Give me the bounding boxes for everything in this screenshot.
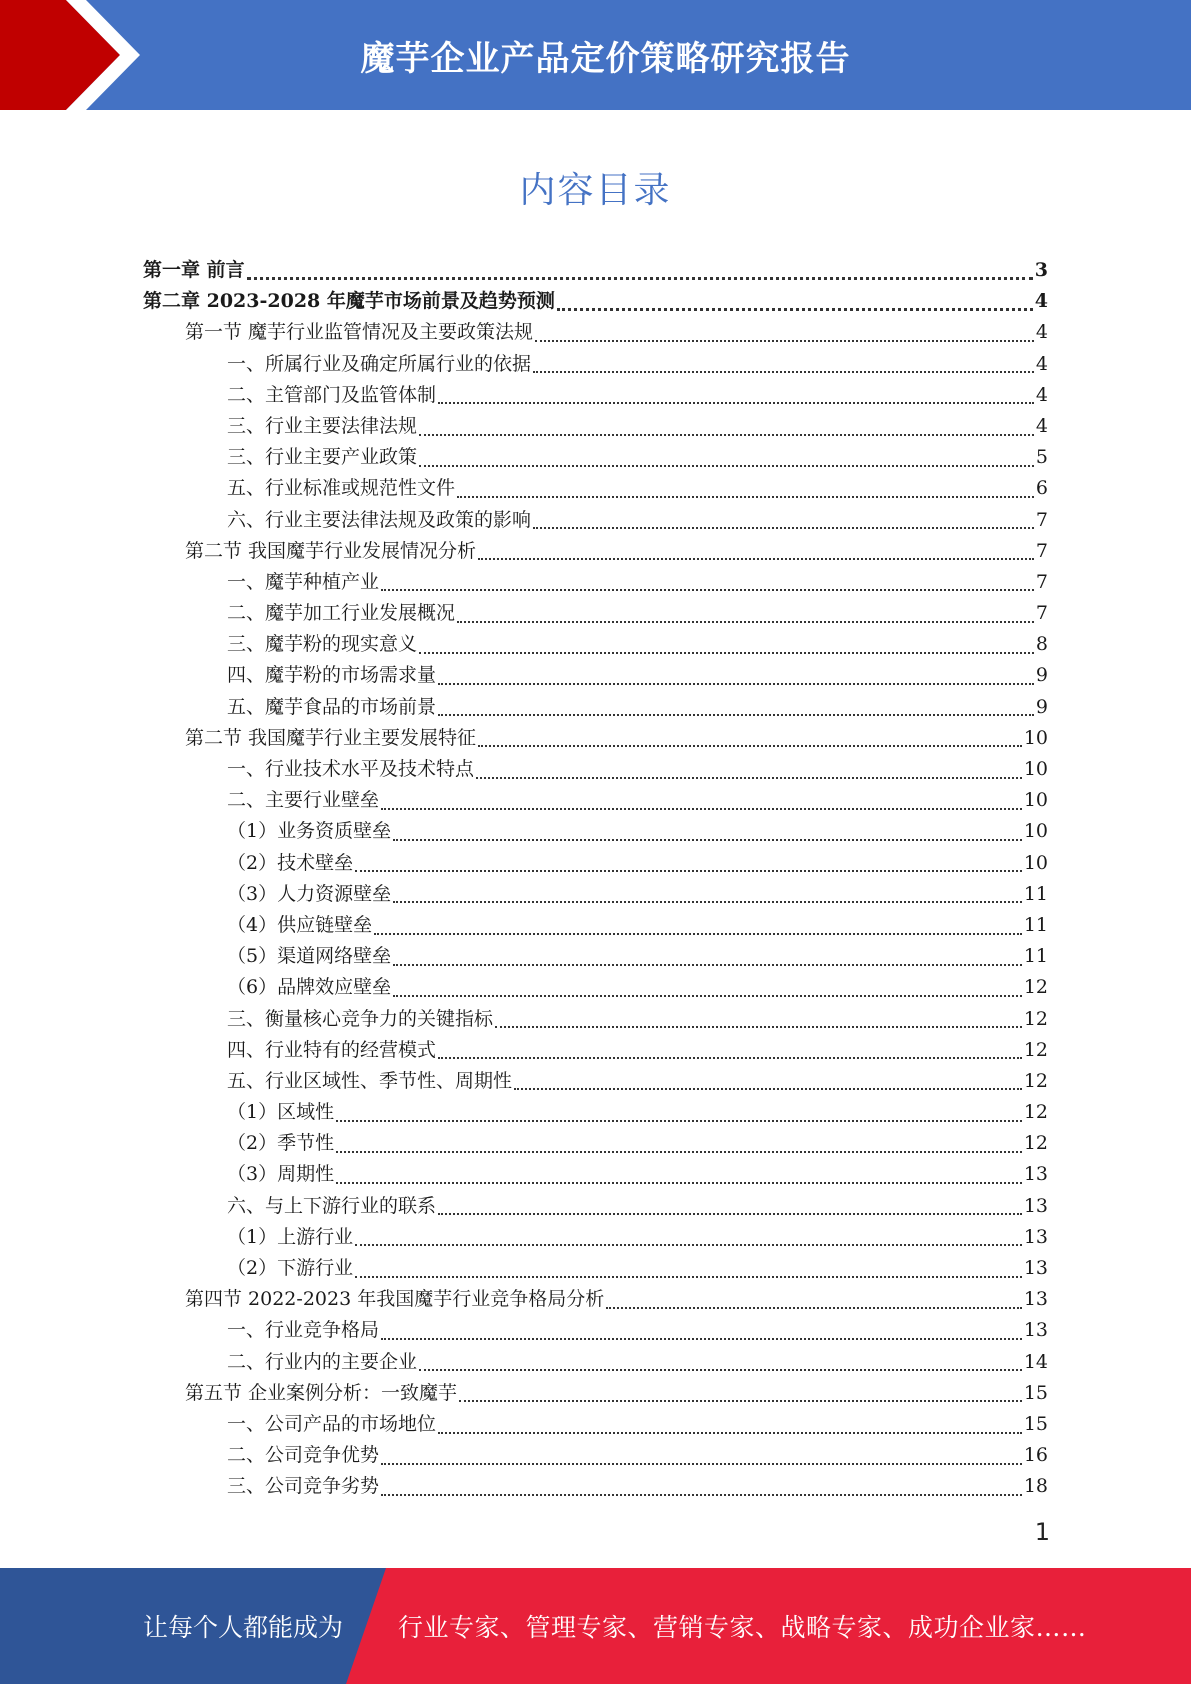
toc-dot-leader (533, 527, 1034, 529)
toc-entry-label: 二、行业内的主要企业 (227, 1350, 418, 1373)
toc-dot-leader (393, 995, 1022, 997)
toc-entry[interactable] (143, 1128, 1048, 1159)
toc-entry-label: 六、与上下游行业的联系 (227, 1194, 437, 1217)
toc-dot-leader (438, 1213, 1022, 1215)
toc-dot-leader (457, 621, 1034, 623)
toc-dot-leader (336, 1182, 1022, 1184)
toc-entry-label: （2）技术壁垒 (227, 851, 354, 874)
toc-entry-label: 二、主管部门及监管体制 (227, 383, 437, 406)
toc-entry-label: 三、行业主要产业政策 (227, 446, 418, 469)
toc-dot-leader (438, 714, 1034, 716)
toc-entry-label: 五、行业标准或规范性文件 (227, 477, 456, 500)
toc-entry[interactable] (143, 1222, 1048, 1253)
toc-entry-label: 三、魔芋粉的现实意义 (227, 633, 418, 656)
toc-dot-leader (381, 1463, 1022, 1465)
toc-entry-label: （1）上游行业 (227, 1225, 354, 1248)
toc-entry[interactable] (143, 1253, 1048, 1284)
toc-entry-page: 10 (1023, 820, 1048, 843)
toc-dot-leader (438, 1432, 1022, 1434)
toc-entry-label: （3）周期性 (227, 1163, 335, 1186)
header-banner (0, 0, 1191, 110)
toc-entry[interactable] (143, 349, 1048, 380)
toc-entry-label: （5）渠道网络壁垒 (227, 945, 392, 968)
toc-dot-leader (438, 683, 1034, 685)
toc-entry[interactable] (143, 910, 1048, 941)
toc-entry-label: 三、衡量核心竞争力的关键指标 (227, 1007, 494, 1030)
toc-entry-page: 5 (1035, 446, 1048, 469)
toc-dot-leader (355, 1244, 1022, 1246)
toc-dot-leader (381, 589, 1034, 591)
toc-entry-page: 4 (1034, 290, 1048, 313)
footer-slogan-left: 让每个人都能成为 (143, 1613, 344, 1642)
toc-entry-page: 11 (1023, 945, 1048, 968)
toc-entry[interactable] (143, 567, 1048, 598)
toc-entry-page: 12 (1023, 1038, 1048, 1061)
toc-dot-leader (459, 1400, 1022, 1402)
footer-slogan-right: 行业专家、管理专家、营销专家、战略专家、成功企业家…… (398, 1613, 1087, 1642)
toc-entry-label: 第一节 魔芋行业监管情况及主要政策法规 (185, 321, 534, 344)
toc-dot-leader (419, 434, 1034, 436)
toc-entry-page: 13 (1023, 1288, 1048, 1311)
toc-entry-page: 7 (1035, 602, 1048, 625)
toc-entry-page: 15 (1023, 1381, 1048, 1404)
toc-dot-leader (533, 371, 1034, 373)
toc-entry-label: 一、行业技术水平及技术特点 (227, 758, 475, 780)
toc-dot-leader (514, 1088, 1022, 1090)
toc-entry-label: 第二节 我国魔芋行业主要发展特征 (185, 726, 477, 749)
toc-entry-page: 16 (1023, 1444, 1048, 1467)
toc-entry[interactable] (143, 785, 1048, 816)
toc-entry-page: 11 (1023, 913, 1048, 936)
toc-dot-leader (247, 277, 1033, 280)
table-of-contents (143, 255, 1048, 1503)
toc-dot-leader (606, 1307, 1022, 1309)
toc-dot-leader (419, 465, 1034, 467)
toc-dot-leader (393, 901, 1022, 903)
toc-dot-leader (476, 777, 1022, 779)
toc-entry[interactable] (143, 629, 1048, 660)
toc-entry-page: 12 (1023, 976, 1048, 999)
toc-entry[interactable] (143, 411, 1048, 442)
toc-entry[interactable] (143, 1378, 1048, 1409)
toc-entry-label: 第二章 2023-2028 年魔芋市场前景及趋势预测 (143, 290, 555, 313)
toc-entry-label: 五、魔芋食品的市场前景 (227, 695, 437, 718)
toc-dot-leader (381, 1494, 1022, 1496)
toc-entry-page: 4 (1035, 383, 1048, 406)
footer-banner (0, 1568, 1191, 1684)
toc-entry[interactable] (143, 723, 1048, 754)
toc-entry-label: 四、行业特有的经营模式 (227, 1038, 437, 1061)
report-title: 魔芋企业产品定价策略研究报告 (360, 38, 851, 79)
toc-entry-page: 10 (1023, 758, 1048, 780)
toc-dot-leader (535, 340, 1034, 342)
page-number: 1 (1034, 1518, 1050, 1546)
toc-entry-page: 15 (1023, 1412, 1048, 1435)
toc-dot-leader (419, 1369, 1022, 1371)
toc-entry-label: 一、行业竞争格局 (227, 1319, 380, 1342)
toc-entry[interactable] (143, 972, 1048, 1003)
toc-entry[interactable] (143, 1284, 1048, 1315)
toc-dot-leader (457, 496, 1034, 498)
toc-entry-page: 9 (1035, 695, 1048, 718)
toc-entry[interactable] (143, 317, 1048, 348)
toc-entry[interactable] (143, 286, 1048, 317)
toc-entry-label: （3）人力资源壁垒 (227, 882, 392, 905)
toc-entry-page: 11 (1023, 882, 1048, 905)
toc-entry-label: 二、魔芋加工行业发展概况 (227, 602, 456, 625)
toc-entry-page: 10 (1023, 789, 1048, 812)
toc-entry[interactable] (143, 1409, 1048, 1440)
toc-entry-page: 9 (1035, 664, 1048, 687)
toc-entry[interactable] (143, 380, 1048, 411)
toc-entry[interactable] (143, 1347, 1048, 1378)
toc-dot-leader (381, 1338, 1022, 1340)
toc-entry[interactable] (143, 255, 1048, 286)
toc-entry-label: （2）下游行业 (227, 1257, 354, 1279)
toc-entry-label: 二、公司竞争优势 (227, 1444, 380, 1467)
toc-entry[interactable] (143, 505, 1048, 536)
toc-entry[interactable] (143, 941, 1048, 972)
toc-entry[interactable] (143, 1315, 1048, 1346)
toc-dot-leader (336, 1120, 1022, 1122)
toc-entry[interactable] (143, 536, 1048, 567)
toc-entry[interactable] (143, 879, 1048, 910)
toc-entry-label: 一、魔芋种植产业 (227, 570, 380, 593)
toc-entry-label: 五、行业区域性、季节性、周期性 (227, 1069, 513, 1092)
toc-entry-page: 8 (1035, 633, 1048, 656)
toc-entry-page: 4 (1035, 321, 1048, 344)
toc-entry[interactable] (143, 816, 1048, 847)
toc-entry-page: 13 (1023, 1319, 1048, 1342)
toc-entry[interactable] (143, 1471, 1048, 1502)
toc-entry-page: 12 (1023, 1132, 1048, 1155)
toc-entry-label: （1）业务资质壁垒 (227, 820, 392, 843)
toc-entry-page: 10 (1023, 726, 1048, 749)
toc-entry[interactable] (143, 1097, 1048, 1128)
toc-entry-page: 12 (1023, 1007, 1048, 1030)
toc-entry-page: 12 (1023, 1101, 1048, 1124)
toc-entry-label: 第五节 企业案例分析：一致魔芋 (185, 1381, 458, 1404)
toc-entry-label: 四、魔芋粉的市场需求量 (227, 664, 437, 687)
toc-dot-leader (336, 1151, 1022, 1153)
toc-dot-leader (355, 1276, 1022, 1278)
toc-entry[interactable] (143, 848, 1048, 879)
toc-entry-label: 一、所属行业及确定所属行业的依据 (227, 352, 532, 375)
toc-entry[interactable] (143, 692, 1048, 723)
toc-entry-label: 第二节 我国魔芋行业发展情况分析 (185, 539, 477, 562)
toc-entry-page: 18 (1023, 1475, 1048, 1498)
toc-entry-label: （1）区域性 (227, 1101, 335, 1124)
toc-entry-label: 第四节 2022-2023 年我国魔芋行业竞争格局分析 (185, 1288, 605, 1311)
toc-entry-page: 6 (1035, 477, 1048, 500)
toc-entry-label: （6）品牌效应壁垒 (227, 976, 392, 999)
toc-entry-page: 10 (1023, 851, 1048, 874)
toc-entry-page: 7 (1035, 508, 1048, 531)
toc-entry[interactable] (143, 1004, 1048, 1035)
toc-entry[interactable] (143, 1191, 1048, 1222)
toc-dot-leader (478, 558, 1034, 560)
toc-entry-label: 六、行业主要法律法规及政策的影响 (227, 508, 532, 531)
toc-entry[interactable] (143, 598, 1048, 629)
toc-entry-page: 4 (1035, 414, 1048, 437)
toc-dot-leader (557, 308, 1033, 311)
toc-entry[interactable] (143, 1035, 1048, 1066)
toc-title: 内容目录 (519, 170, 672, 211)
toc-dot-leader (438, 402, 1034, 404)
toc-dot-leader (419, 652, 1034, 654)
toc-dot-leader (495, 1026, 1022, 1028)
toc-entry[interactable] (143, 442, 1048, 473)
toc-entry[interactable] (143, 1159, 1048, 1190)
toc-entry-label: 三、公司竞争劣势 (227, 1475, 380, 1498)
toc-entry-page: 13 (1023, 1194, 1048, 1217)
toc-entry[interactable] (143, 1440, 1048, 1471)
toc-entry-page: 12 (1023, 1069, 1048, 1092)
toc-entry-label: （2）季节性 (227, 1132, 335, 1155)
toc-entry-label: 一、公司产品的市场地位 (227, 1412, 437, 1435)
toc-entry-page: 13 (1023, 1225, 1048, 1248)
toc-entry-label: 三、行业主要法律法规 (227, 414, 418, 437)
toc-entry-page: 14 (1023, 1350, 1048, 1373)
toc-dot-leader (478, 745, 1022, 747)
toc-entry-page: 3 (1034, 259, 1048, 281)
toc-dot-leader (381, 808, 1022, 810)
toc-entry[interactable] (143, 754, 1048, 785)
toc-entry-label: 二、主要行业壁垒 (227, 789, 380, 812)
toc-entry-page: 4 (1035, 352, 1048, 375)
toc-entry-page: 13 (1023, 1257, 1048, 1279)
toc-entry[interactable] (143, 1066, 1048, 1097)
toc-dot-leader (393, 964, 1022, 966)
toc-entry[interactable] (143, 660, 1048, 691)
toc-entry-label: 第一章 前言 (143, 259, 245, 281)
toc-entry[interactable] (143, 473, 1048, 504)
toc-entry-page: 7 (1035, 570, 1048, 593)
toc-entry-page: 13 (1023, 1163, 1048, 1186)
toc-entry-label: （4）供应链壁垒 (227, 913, 373, 936)
toc-dot-leader (438, 1057, 1022, 1059)
toc-dot-leader (374, 933, 1022, 935)
toc-entry-page: 7 (1035, 539, 1048, 562)
toc-dot-leader (393, 839, 1022, 841)
toc-dot-leader (355, 870, 1022, 872)
